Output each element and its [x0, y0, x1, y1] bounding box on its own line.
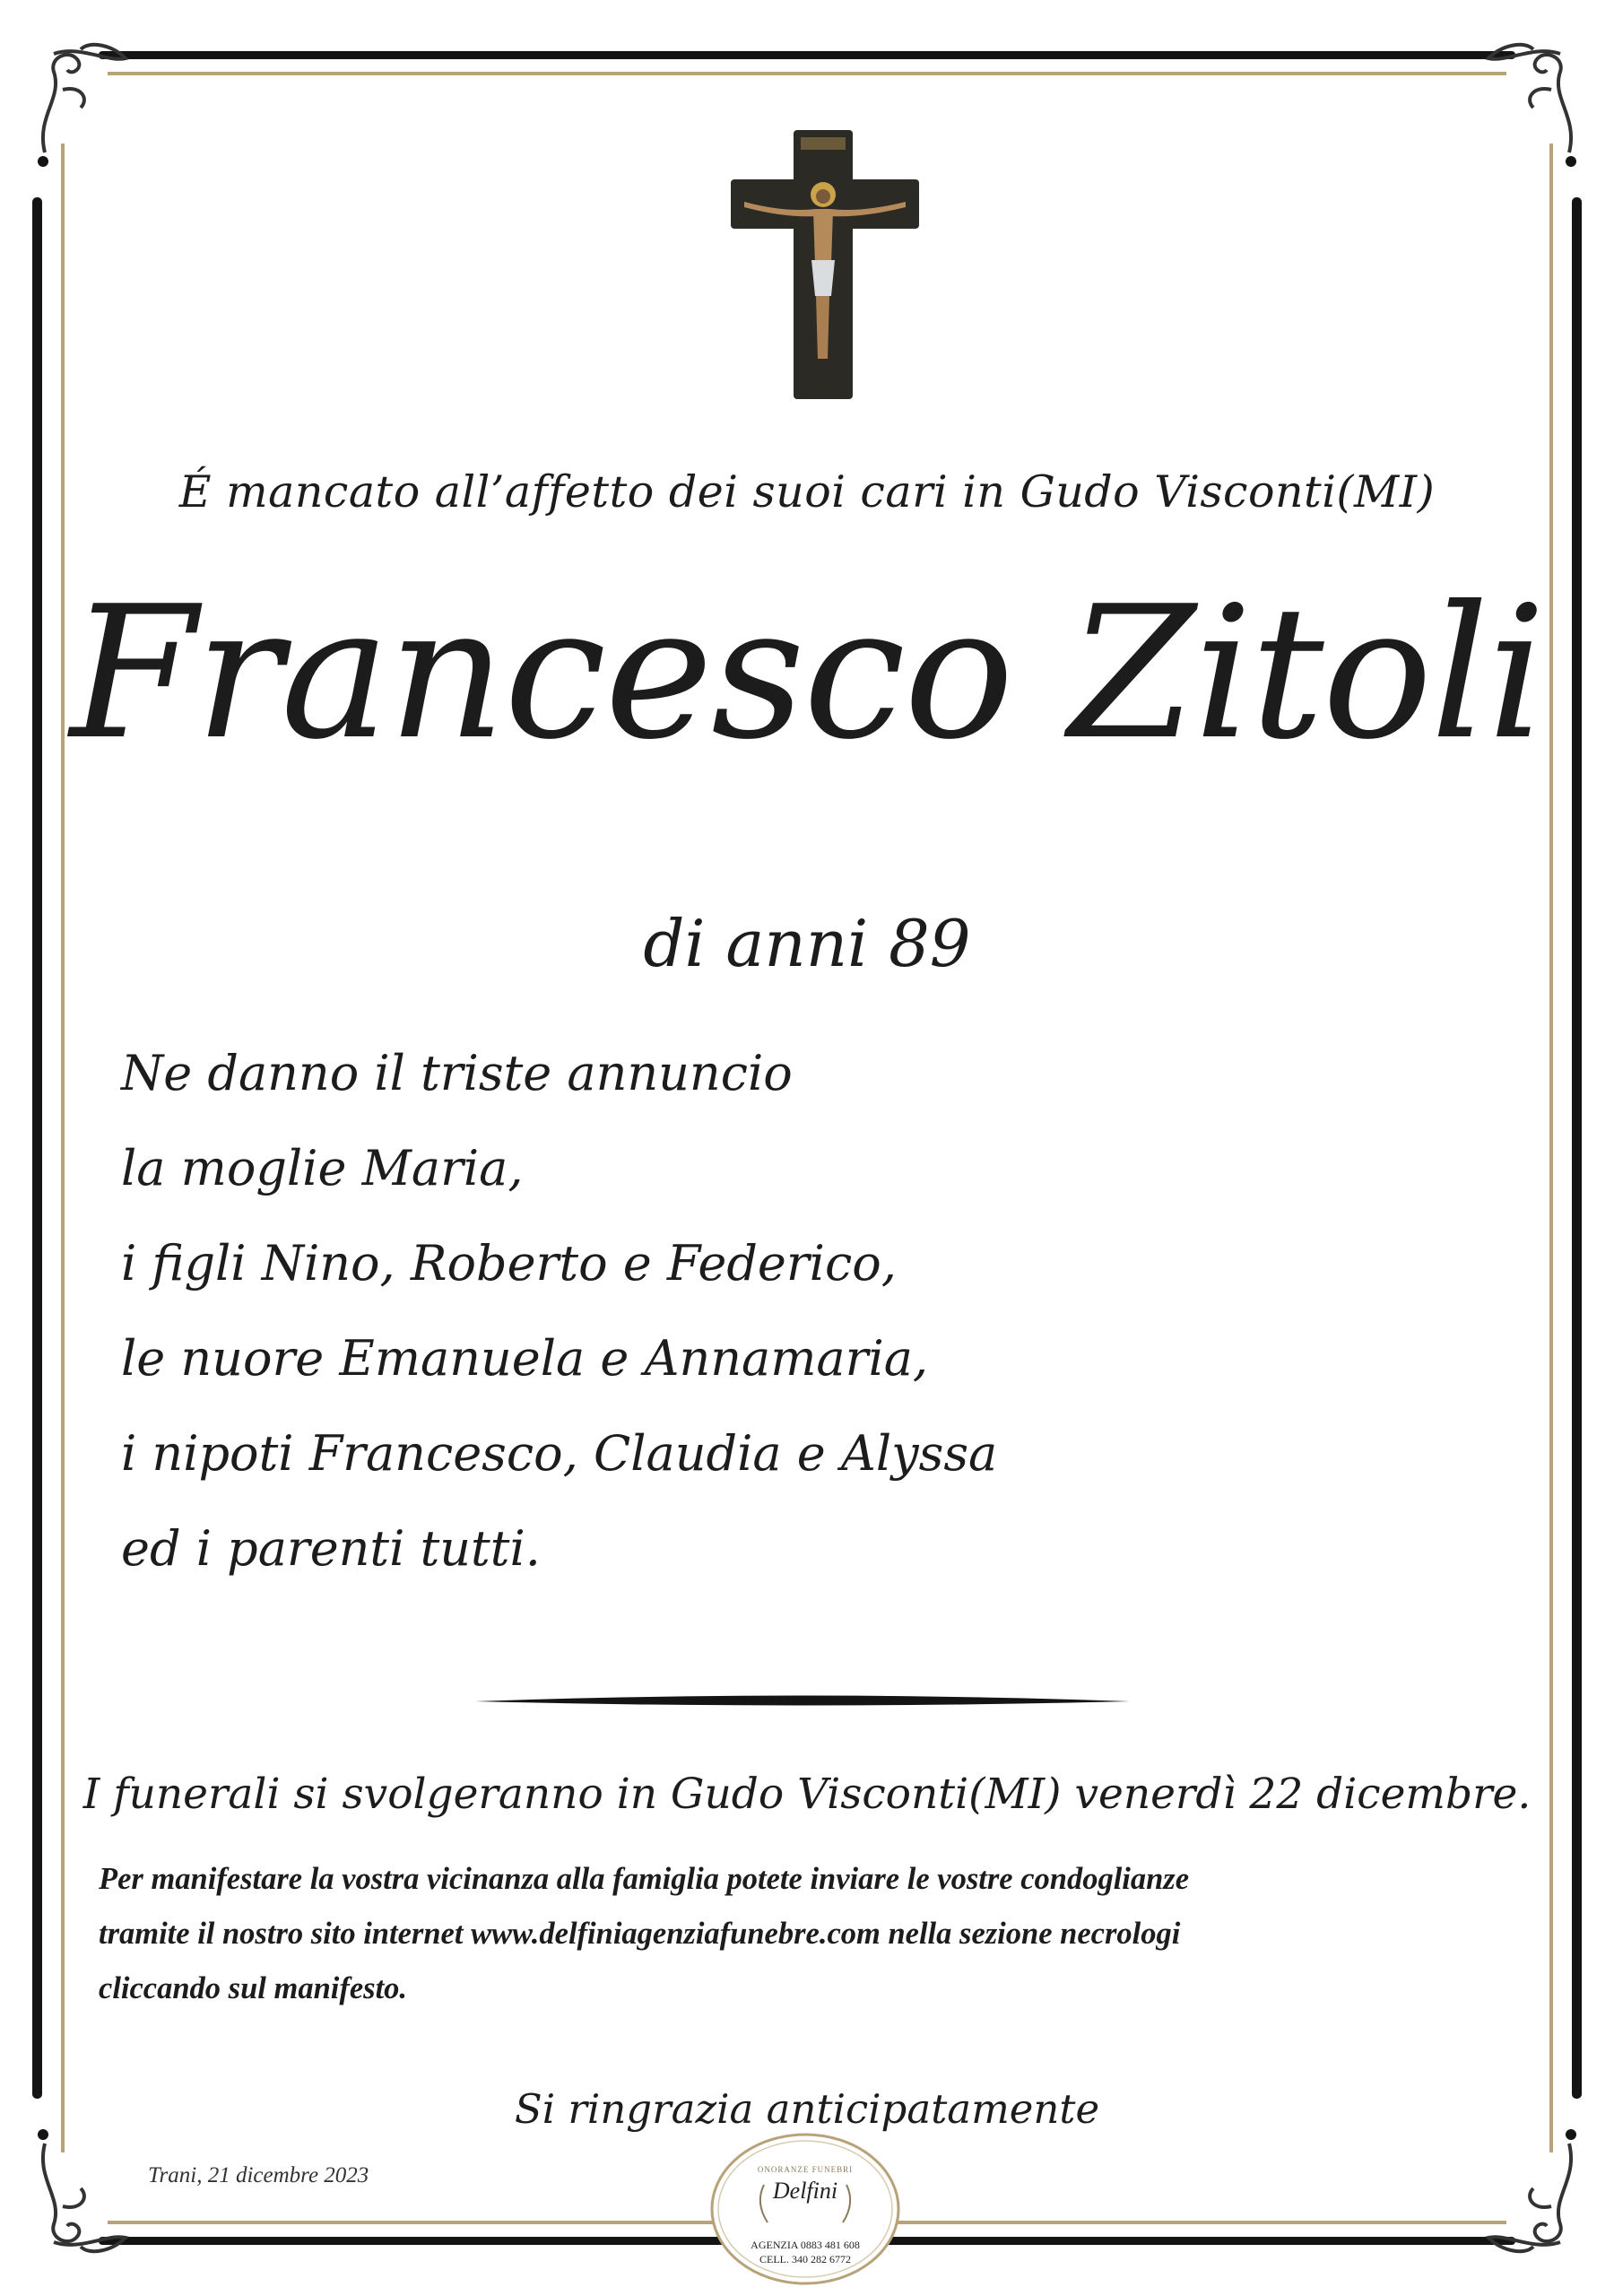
intro-text: É mancato all’affetto dei suoi cari in Gudo Visconti(MI)	[178, 466, 1436, 517]
corner-ornament-bottom-right	[1480, 2126, 1587, 2260]
announcement-line: le nuore Emanuela e Annamaria,	[121, 1330, 929, 1387]
deceased-name: Francesco Zitoli	[70, 568, 1544, 780]
crucifix-icon	[731, 130, 919, 399]
cell-phone: CELL. 340 282 6772	[759, 2253, 851, 2266]
logo-top-text: ONORANZE FUNEBRI	[757, 2165, 854, 2174]
logo-brand: Delfini	[772, 2178, 838, 2204]
corner-ornament-bottom-left	[27, 2126, 134, 2260]
announcement-line: i nipoti Francesco, Claudia e Alyssa	[121, 1425, 998, 1482]
announcement-line: la moglie Maria,	[121, 1140, 524, 1196]
deceased-age: di anni 89	[643, 906, 971, 981]
agency-logo	[708, 2131, 902, 2287]
corner-ornament-top-left	[27, 36, 134, 170]
corner-ornament-top-right	[1480, 36, 1587, 170]
condolences-block	[99, 1852, 1533, 2016]
condolences-line: cliccando sul manifesto.	[99, 1971, 408, 2005]
funeral-info: I funerali si svolgeranno in Gudo Visconti(MI) venerdì 22 dicembre.	[82, 1770, 1532, 1819]
condolences-line: Per manifestare la vostra vicinanza alla famiglia potete inviare le vostre condoglianze	[99, 1862, 1190, 1896]
condolences-line: tramite il nostro sito internet www.delfiniagenziafunebre.com nella sezione necrologi	[99, 1917, 1181, 1951]
thanks-text: Si ringrazia anticipatamente	[514, 2085, 1100, 2133]
announcement-block	[121, 1045, 997, 1615]
announcement-line: ed i parenti tutti.	[121, 1520, 541, 1577]
announcement-line: i figli Nino, Roberto e Federico,	[121, 1235, 897, 1292]
agency-phone: AGENZIA 0883 481 608	[751, 2239, 860, 2251]
place-date: Trani, 21 dicembre 2023	[148, 2163, 369, 2187]
announcement-line: Ne danno il triste annuncio	[121, 1045, 793, 1101]
